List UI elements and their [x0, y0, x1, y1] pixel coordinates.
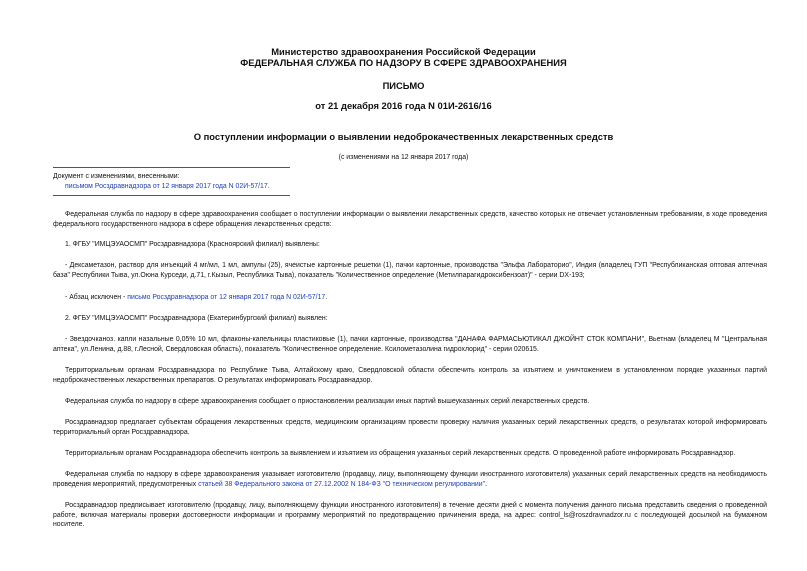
changes-bottom-rule [53, 195, 290, 196]
paragraph-check-offer: Росздравнадзор предлагает субъектам обращения лекарственных средств, медицинским организациям провести проверку наличия указанных серий лекарственных средств, о результатах которой информировать территориальный орган Росздравнадзора. [53, 419, 767, 436]
paragraph-manufacturer-measures [53, 470, 767, 489]
changes-link[interactable]: письмом Росздравнадзора от 12 января 2017 года N 02И-57/17. [65, 183, 270, 190]
measures-suffix: . [485, 480, 487, 488]
paragraph-excluded [53, 293, 767, 303]
paragraph-intro: Федеральная служба по надзору в сфере здравоохранения сообщает о поступлении информации о выявлении лекарственных средств, качество которых не отвечает установленным требованиям, в ходе проведения федерального государственного надзора в сфере обращения лекарственных средств: [53, 211, 767, 228]
paragraph-suspension: Федеральная служба по надзору в сфере здравоохранения сообщает о приостановлении реализации иных партий вышеуказанных серий лекарственных средств. [65, 398, 590, 405]
service-title: ФЕДЕРАЛЬНАЯ СЛУЖБА ПО НАДЗОРУ В СФЕРЕ ЗДРАВООХРАНЕНИЯ [240, 57, 567, 68]
paragraph-manufacturer-report: Росздравнадзор предписывает изготовителю (продавцу, лицу, выполняющему функции иностранного изготовителя) в течение десяти дней с момента получения данного письма представить сведения о проведенной работе, включая материалы проверки достоверности информации и программу мероприятий по предотвращению причинения вреда, на адрес: control_ls@roszdravnadzor.ru с последующей досылкой на бумажном носителе. [53, 502, 767, 529]
doc-subject: О поступлении информации о выявлении недоброкачественных лекарственных средств [193, 131, 614, 142]
paragraph-item-2: 2. ФГБУ "ИМЦЭУАОСМП" Росздравнадзора (Екатеринбургский филиал) выявлен: [65, 315, 328, 322]
changes-top-rule [53, 167, 290, 168]
paragraph-territorial-control: Территориальным органам Росздравнадзора по Республике Тыва, Алтайскому краю, Свердловской области обеспечить контроль за изъятием и уничтожением в установленном порядке указанных партий недоброкачественных лекарственных препаратов. О результатах информировать Росздравнадзор. [53, 367, 767, 384]
measures-text: Федеральная служба по надзору в сфере здравоохранения указывает изготовителю (продавцу, лицу, выполняющему функции иностранного изготовителя) указанных серий лекарственных средств на необходимость проведения мероприятий, предусмотренных [53, 471, 767, 488]
changes-label: Документ с изменениями, внесенными: [53, 173, 180, 180]
excluded-text: - Абзац исключен - [65, 294, 128, 301]
doc-type-title: ПИСЬМО [382, 80, 425, 91]
paragraph-item-1: 1. ФГБУ "ИМЦЭУАОСМП" Росздравнадзора (Красноярский филиал) выявлены: [65, 241, 320, 248]
paragraph-dexamethasone: - Дексаметазон, раствор для инъекций 4 мг/мл, 1 мл, ампулы (25), ячеистые картонные решетки (1), пачки картонные, производства "Эльфа Лабораторио", Индия (владелец ГУП "Республиканская оптовая аптечная база" Республики Тыва, ул.Оюна Курседи, д.71, г.Кызыл, Республика Тыва), показатель "Количественное определение (Метилпарагидроксибензоат)" - серии DX-193; [53, 262, 767, 279]
excluded-link[interactable]: письмо Росздравнадзора от 12 января 2017 года N 02И-57/17 [127, 294, 326, 301]
law-article-link[interactable]: статьей 38 Федерального закона от 27.12.2002 N 184-ФЗ "О техническом регулировании" [198, 480, 486, 488]
doc-date-number: от 21 декабря 2016 года N 01И-2616/16 [315, 100, 492, 111]
ministry-title: Министерство здравоохранения Российской Федерации [271, 46, 536, 57]
paragraph-territorial-seizure: Территориальным органам Росздравнадзора обеспечить контроль за выявлением и изъятием из обращения указанных серий лекарственных средств. О проведенной работе информировать Росздравнадзор. [65, 450, 736, 457]
paragraph-zvezdochka: - Звездочканоз. капли назальные 0,05% 10 мл, флаконы-капельницы пластиковые (1), пачки картонные, производства "ДАНАФА ФАРМАСЬЮТИКАЛ ДЖОЙНТ СТОК КОМПАНИ", Вьетнам (владелец М "Центральная аптека", ул.Ленина, д.88, г.Лесной, Свердловская область), показатель "Количественное определение. Ксилометазолина гидрохлорид" - серии 020615. [53, 336, 767, 353]
excluded-suffix: . [325, 294, 328, 301]
revision-note: (с изменениями на 12 января 2017 года) [338, 154, 469, 161]
